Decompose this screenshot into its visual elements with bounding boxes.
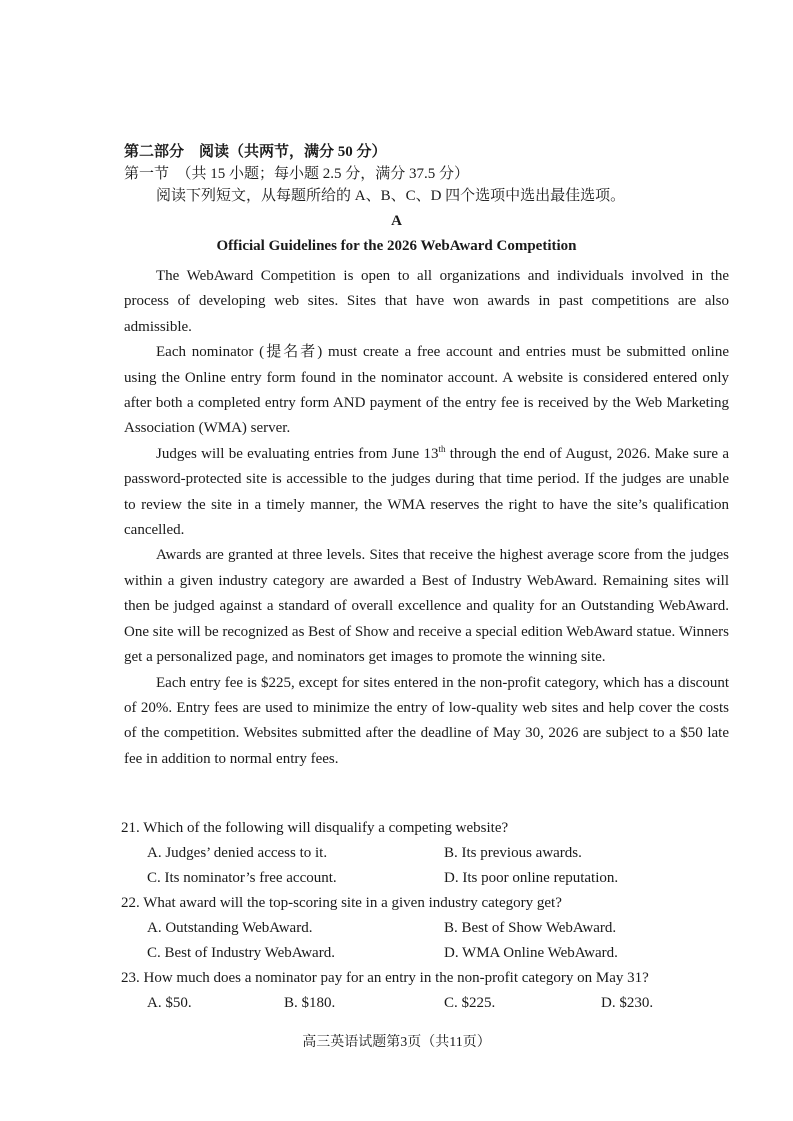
question-21-option-b[interactable]: B. Its previous awards. <box>444 845 582 861</box>
paragraph-2: Each nominator (提名者) must create a free account and entries must be submitted online using the Online entry form found in the nominator account. A website is considered entered only after both a completed entry form AND payment of the entry fee is received by the Web Marketing Association (WMA) server. <box>124 344 729 437</box>
question-stem-row <box>121 966 744 991</box>
paragraph-5: Each entry fee is $225, except for sites entered in the non-profit category, which has a discount of 20%. Entry fees are used to minimize the entry of low-quality web sites and help cover the costs of the competition. Websites submitted after the deadline of May 30, 2026 are subject to a $50 late fee in addition to normal entry fees. <box>124 674 729 767</box>
question-23-option-c[interactable]: C. $225. <box>444 995 496 1011</box>
question-23-option-b[interactable]: B. $180. <box>284 995 336 1011</box>
paragraph-3-start: Judges will be evaluating entries from June 13 <box>156 445 439 462</box>
sub-title: 第一节 （共 15 小题；每小题 2.5 分，满分 37.5 分） <box>124 166 470 182</box>
paragraph-3 <box>124 442 729 544</box>
question-23-option-a[interactable]: A. $50. <box>147 995 192 1011</box>
question-23-stem: 23. How much does a nominator pay for an entry in the non-profit category on May 31? <box>121 970 649 986</box>
question-stem-row <box>121 891 744 916</box>
question-22-stem: 22. What award will the top-scoring site in a given industry category get? <box>121 895 562 911</box>
instruction: 阅读下列短文，从每题所给的 A、B、C、D 四个选项中选出最佳选项。 <box>156 188 626 204</box>
question-23-option-d[interactable]: D. $230. <box>601 995 654 1011</box>
passage-body <box>124 264 729 772</box>
paragraph-1: The WebAward Competition is open to all organizations and individuals involved in the process of developing web sites. Sites that have won awards in past competitions are also admissible. <box>124 268 729 335</box>
passage-title: Official Guidelines for the 2026 WebAward Competition <box>216 238 577 254</box>
question-21-option-a[interactable]: A. Judges’ denied access to it. <box>147 845 328 861</box>
question-21-option-c[interactable]: C. Its nominator’s free account. <box>147 870 337 886</box>
question-22-option-d[interactable]: D. WMA Online WebAward. <box>444 945 618 961</box>
question-22-option-c[interactable]: C. Best of Industry WebAward. <box>147 945 335 961</box>
question-22-option-b[interactable]: B. Best of Show WebAward. <box>444 920 617 936</box>
paragraph-4: Awards are granted at three levels. Sites that receive the highest average score from the judges within a given industry category are awarded a Best of Industry WebAward. Remaining sites will then be judged against a standard of overall excellence and quality for an Outstanding WebAward. One site will be recognized as Best of Show and receive a special edition WebAward statue. Winners get a personalized page, and nominators get images to promote the winning site. <box>124 547 729 666</box>
paragraph-3-end: through the end of August, 2026. Make sure a password-protected site is accessible to the judges during that time period. If the judges are unable to review the site in a timely manner, the WMA reserves the right to have the site’s qualification cancelled. <box>124 445 730 539</box>
question-22-option-a[interactable]: A. Outstanding WebAward. <box>147 920 313 936</box>
question-options-row <box>124 991 744 1016</box>
question-options-row <box>124 841 744 866</box>
question-options-row <box>124 916 744 941</box>
ordinal-suffix: th <box>438 443 446 454</box>
page-footer: 高三英语试题第3页（共11页） <box>302 1035 491 1050</box>
section-title: 第二部分 阅读（共两节，满分 50 分） <box>124 144 387 160</box>
question-21-stem: 21. Which of the following will disqualify a competing website? <box>121 820 509 836</box>
question-list <box>121 816 744 1016</box>
passage-letter: A <box>391 213 402 229</box>
question-options-row <box>124 866 744 891</box>
question-stem-row <box>121 816 744 841</box>
question-options-row <box>124 941 744 966</box>
question-21-option-d[interactable]: D. Its poor online reputation. <box>444 870 619 886</box>
